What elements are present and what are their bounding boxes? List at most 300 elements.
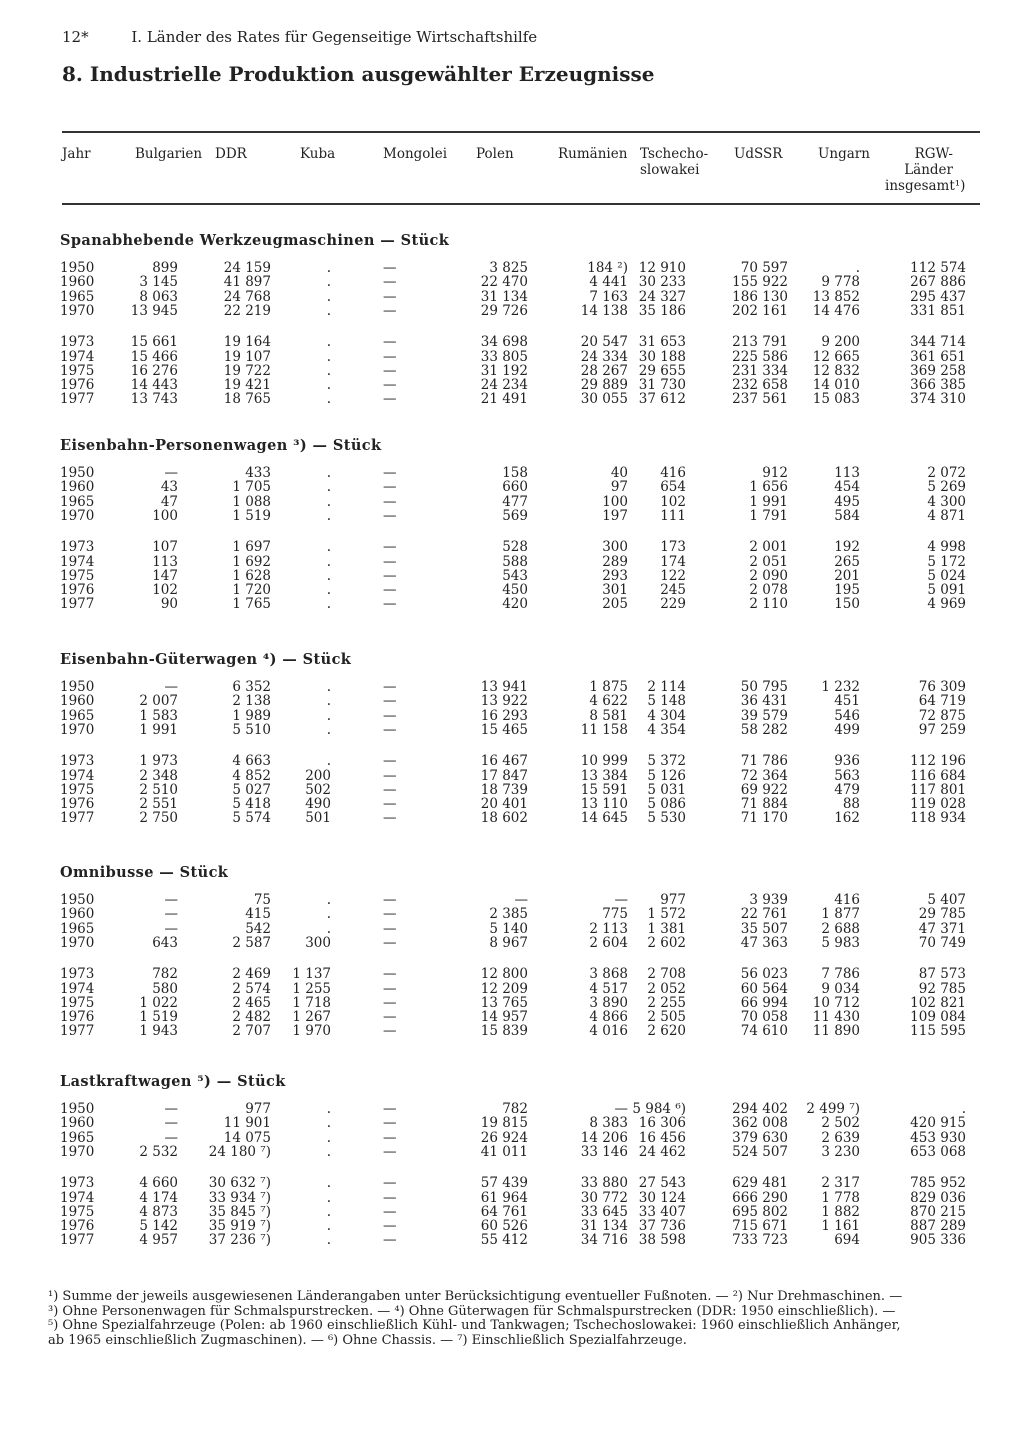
table-cell: 1960 xyxy=(60,1115,95,1132)
table-row xyxy=(0,709,1024,723)
table-cell: 5 510 xyxy=(232,721,271,738)
table-cell: — xyxy=(383,391,397,408)
table-cell: 695 802 xyxy=(732,1203,788,1220)
table-cell: 5 530 xyxy=(647,810,686,827)
table-cell: 112 574 xyxy=(910,260,966,276)
table-cell: 301 xyxy=(602,582,628,599)
table-cell: — xyxy=(383,810,397,827)
table-cell: 33 407 xyxy=(638,1203,686,1220)
table-cell: — xyxy=(164,920,178,937)
table-cell: 155 922 xyxy=(732,274,788,291)
table-cell: 2 113 xyxy=(589,920,628,937)
table-cell: 4 871 xyxy=(927,507,966,524)
table-cell: 92 785 xyxy=(918,980,966,997)
table-row xyxy=(0,1176,1024,1190)
table-cell: 5 418 xyxy=(232,796,271,813)
col-ungarn: Ungarn xyxy=(818,146,870,162)
table-cell: . xyxy=(326,465,331,481)
table-cell: 2 708 xyxy=(647,966,686,983)
table-cell: 300 xyxy=(602,539,628,556)
table-cell: 1 991 xyxy=(749,493,788,510)
table-cell: . xyxy=(326,553,331,570)
table-cell: 1975 xyxy=(60,362,95,379)
table-cell: 1973 xyxy=(60,1175,95,1192)
table-cell: 14 957 xyxy=(480,1009,528,1026)
table-cell: 31 134 xyxy=(580,1218,628,1235)
table-cell: 1 137 xyxy=(292,966,331,983)
footnote-line: ³) Ohne Personenwagen für Schmalspurstrecken. — ⁴) Ohne Güterwagen für Schmalspurstrecken (DDR: 1950 einschließlich). — xyxy=(48,1303,896,1319)
table-cell: 29 785 xyxy=(918,906,966,923)
table-cell: 362 008 xyxy=(732,1115,788,1132)
table-cell: 75 xyxy=(253,892,271,908)
table-cell: 416 xyxy=(834,892,860,908)
col-udssr: UdSSR xyxy=(734,146,783,162)
table-cell: . xyxy=(326,1232,331,1249)
table-cell: 1974 xyxy=(60,553,95,570)
table-cell: 7 163 xyxy=(589,288,628,305)
table-cell: 4 663 xyxy=(232,753,271,770)
table-cell: 19 164 xyxy=(223,334,271,351)
table-cell: . xyxy=(326,260,331,276)
table-cell: 420 915 xyxy=(910,1115,966,1132)
table-cell: 2 465 xyxy=(232,994,271,1011)
table-row xyxy=(0,907,1024,921)
table-cell: 9 778 xyxy=(821,274,860,291)
table-cell: 1 970 xyxy=(292,1023,331,1040)
table-row xyxy=(0,509,1024,523)
running-header xyxy=(62,28,537,46)
table-cell: 1965 xyxy=(60,707,95,724)
table-row xyxy=(0,967,1024,981)
table-cell: . xyxy=(326,679,331,695)
table-cell: 584 xyxy=(834,507,860,524)
table-cell: 502 xyxy=(305,781,331,798)
table-cell: 64 719 xyxy=(918,693,966,710)
table-cell: 8 967 xyxy=(489,934,528,951)
table-cell: 1970 xyxy=(60,1143,95,1160)
table-cell: 331 851 xyxy=(910,302,966,319)
table-cell: 4 354 xyxy=(647,721,686,738)
table-cell: 5 574 xyxy=(232,810,271,827)
table-cell: — xyxy=(383,1203,397,1220)
table-cell: 2 348 xyxy=(139,767,178,784)
table-cell: 71 170 xyxy=(740,810,788,827)
table-cell: — xyxy=(164,1115,178,1132)
table-cell: 1 991 xyxy=(139,721,178,738)
table-cell: 37 736 xyxy=(638,1218,686,1235)
table-row xyxy=(0,1205,1024,1219)
table-cell: 1 791 xyxy=(749,507,788,524)
table-row xyxy=(0,261,1024,275)
table-cell: 5 027 xyxy=(232,781,271,798)
table-cell: — xyxy=(383,274,397,291)
table-cell: 9 200 xyxy=(821,334,860,351)
table-cell: 30 632 ⁷) xyxy=(208,1175,271,1192)
table-cell: 66 994 xyxy=(740,994,788,1011)
table-cell: — xyxy=(383,479,397,496)
table-cell: 38 598 xyxy=(638,1232,686,1249)
table-cell: 1976 xyxy=(60,1009,95,1026)
table-cell: — xyxy=(164,892,178,908)
table-cell: 30 188 xyxy=(638,348,686,365)
table-cell: 289 xyxy=(602,553,628,570)
table-cell: 50 795 xyxy=(740,679,788,695)
table-cell: 201 xyxy=(834,567,860,584)
table-cell: 1 765 xyxy=(232,596,271,613)
table-cell: 41 897 xyxy=(223,274,271,291)
table-cell: 1 583 xyxy=(139,707,178,724)
table-cell: 4 517 xyxy=(589,980,628,997)
table-cell: 643 xyxy=(152,934,178,951)
table-cell: 35 186 xyxy=(638,302,686,319)
table-cell: 2 639 xyxy=(821,1129,860,1146)
table-cell: 107 xyxy=(152,539,178,556)
table-cell: 905 336 xyxy=(910,1232,966,1249)
table-cell: 24 234 xyxy=(480,377,528,394)
table-cell: 88 xyxy=(842,796,860,813)
table-cell: 213 791 xyxy=(732,334,788,351)
table-cell: . xyxy=(326,721,331,738)
table-cell: 19 421 xyxy=(223,377,271,394)
table-cell: 501 xyxy=(305,810,331,827)
table-cell: . xyxy=(326,288,331,305)
table-cell: 71 884 xyxy=(740,796,788,813)
table-cell: 39 579 xyxy=(740,707,788,724)
table-cell: 184 ²) xyxy=(587,260,628,276)
table-cell: 1960 xyxy=(60,693,95,710)
table-cell: 666 290 xyxy=(732,1189,788,1206)
table-row xyxy=(0,540,1024,554)
table-cell: 1 705 xyxy=(232,479,271,496)
table-cell: . xyxy=(326,1218,331,1235)
table-row xyxy=(0,597,1024,611)
table-cell: 18 765 xyxy=(223,391,271,408)
table-cell: . xyxy=(326,906,331,923)
table-cell: . xyxy=(326,1143,331,1160)
table-cell: 35 919 ⁷) xyxy=(208,1218,271,1235)
table-cell: 2 620 xyxy=(647,1023,686,1040)
page-number: 12* xyxy=(62,28,89,46)
table-cell: 35 507 xyxy=(740,920,788,937)
table-cell: 74 610 xyxy=(740,1023,788,1040)
table-cell: 8 581 xyxy=(589,707,628,724)
table-cell: 30 233 xyxy=(638,274,686,291)
header-bottom-rule xyxy=(62,203,980,205)
table-cell: 1970 xyxy=(60,507,95,524)
table-cell: 294 402 xyxy=(732,1101,788,1117)
table-cell: 1 697 xyxy=(232,539,271,556)
table-cell: 1973 xyxy=(60,753,95,770)
table-cell: 899 xyxy=(152,260,178,276)
table-cell: 2 707 xyxy=(232,1023,271,1040)
table-cell: 2 138 xyxy=(232,693,271,710)
table-row xyxy=(0,1102,1024,1116)
table-cell: . xyxy=(326,274,331,291)
table-cell: 361 651 xyxy=(910,348,966,365)
table-cell: 3 890 xyxy=(589,994,628,1011)
table-cell: . xyxy=(326,707,331,724)
table-cell: 2 510 xyxy=(139,781,178,798)
table-cell: 15 839 xyxy=(480,1023,528,1040)
table-cell: 112 196 xyxy=(910,753,966,770)
table-cell: 100 xyxy=(152,507,178,524)
table-cell: . xyxy=(326,1189,331,1206)
table-cell: 113 xyxy=(834,465,860,481)
table-cell: 1 161 xyxy=(821,1218,860,1235)
table-cell: 231 334 xyxy=(732,362,788,379)
table-cell: 19 107 xyxy=(223,348,271,365)
table-cell: 1 022 xyxy=(139,994,178,1011)
table-cell: 495 xyxy=(834,493,860,510)
table-cell: 14 476 xyxy=(812,302,860,319)
table-cell: 200 xyxy=(305,767,331,784)
table-cell: . xyxy=(326,1101,331,1117)
table-row xyxy=(0,694,1024,708)
table-cell: 1977 xyxy=(60,1232,95,1249)
table-cell: 70 749 xyxy=(918,934,966,951)
table-cell: 14 443 xyxy=(130,377,178,394)
table-row xyxy=(0,982,1024,996)
table-cell: 118 934 xyxy=(910,810,966,827)
table-cell: 1 255 xyxy=(292,980,331,997)
table-row xyxy=(0,922,1024,936)
table-cell: 31 730 xyxy=(638,377,686,394)
table-cell: 420 xyxy=(502,596,528,613)
table-cell: — xyxy=(383,892,397,908)
table-cell: — xyxy=(383,980,397,997)
table-cell: 174 xyxy=(660,553,686,570)
table-cell: 5 984 ⁶) xyxy=(632,1101,686,1117)
table-cell: 205 xyxy=(602,596,628,613)
table-cell: 1965 xyxy=(60,1129,95,1146)
table-cell: 1976 xyxy=(60,1218,95,1235)
table-cell: 102 821 xyxy=(910,994,966,1011)
table-cell: 499 xyxy=(834,721,860,738)
table-row xyxy=(0,1191,1024,1205)
table-cell: 40 xyxy=(610,465,628,481)
table-row xyxy=(0,392,1024,406)
table-cell: 715 671 xyxy=(732,1218,788,1235)
table-cell: 785 952 xyxy=(910,1175,966,1192)
table-cell: 379 630 xyxy=(732,1129,788,1146)
table-cell: 12 209 xyxy=(480,980,528,997)
table-cell: 295 437 xyxy=(910,288,966,305)
table-cell: 2 602 xyxy=(647,934,686,951)
table-cell: — xyxy=(164,1101,178,1117)
table-cell: 13 384 xyxy=(580,767,628,784)
table-cell: — xyxy=(383,679,397,695)
table-cell: 2 255 xyxy=(647,994,686,1011)
table-cell: . xyxy=(326,507,331,524)
table-cell: 16 276 xyxy=(130,362,178,379)
table-cell: 7 786 xyxy=(821,966,860,983)
table-cell: 1973 xyxy=(60,539,95,556)
table-cell: 12 910 xyxy=(638,260,686,276)
table-cell: 344 714 xyxy=(910,334,966,351)
table-cell: 20 401 xyxy=(480,796,528,813)
footnote-line: ¹) Summe der jeweils ausgewiesenen Länderangaben unter Berücksichtigung eventueller Fußnoten. — ²) Nur Drehmaschinen. — xyxy=(48,1289,903,1304)
table-cell: 1974 xyxy=(60,767,95,784)
table-cell: 1950 xyxy=(60,679,95,695)
table-cell: 4 957 xyxy=(139,1232,178,1249)
table-cell: 5 407 xyxy=(927,892,966,908)
table-cell: 2 750 xyxy=(139,810,178,827)
table-cell: — xyxy=(383,302,397,319)
table-cell: 453 930 xyxy=(910,1129,966,1146)
table-row xyxy=(0,936,1024,950)
table-cell: 1 720 xyxy=(232,582,271,599)
table-cell: 18 739 xyxy=(480,781,528,798)
table-cell: 543 xyxy=(502,567,528,584)
footnote-line: ⁵) Ohne Spezialfahrzeuge (Polen: ab 1960 einschließlich Kühl- und Tankwagen; Tschechoslowakei: 1960 einschließlich Anhänger, xyxy=(48,1318,901,1333)
table-cell: 653 068 xyxy=(910,1143,966,1160)
table-cell: 60 526 xyxy=(480,1218,528,1235)
table-cell: — xyxy=(383,767,397,784)
table-cell: — xyxy=(383,693,397,710)
col-rumaenien: Rumänien xyxy=(558,146,628,162)
table-cell: 451 xyxy=(834,693,860,710)
col-ddr: DDR xyxy=(215,146,247,162)
table-cell: 4 873 xyxy=(139,1203,178,1220)
table-cell: 629 481 xyxy=(732,1175,788,1192)
table-cell: 30 772 xyxy=(580,1189,628,1206)
table-row xyxy=(0,996,1024,1010)
table-cell: 192 xyxy=(834,539,860,556)
table-cell: 5 091 xyxy=(927,582,966,599)
table-cell: 524 507 xyxy=(732,1143,788,1160)
table-cell: 33 146 xyxy=(580,1143,628,1160)
col-bulgarien: Bulgarien xyxy=(135,146,203,162)
table-cell: 2 551 xyxy=(139,796,178,813)
table-cell: — xyxy=(383,994,397,1011)
table-row xyxy=(0,480,1024,494)
col-polen: Polen xyxy=(476,146,514,162)
table-cell: . xyxy=(326,582,331,599)
table-cell: — xyxy=(383,334,397,351)
table-cell: 1974 xyxy=(60,348,95,365)
table-cell: 1973 xyxy=(60,334,95,351)
table-cell: 64 761 xyxy=(480,1203,528,1220)
table-cell: 782 xyxy=(502,1101,528,1117)
table-cell: 35 845 ⁷) xyxy=(208,1203,271,1220)
table-cell: — xyxy=(383,465,397,481)
table-cell: 870 215 xyxy=(910,1203,966,1220)
table-cell: 31 134 xyxy=(480,288,528,305)
table-cell: — xyxy=(383,753,397,770)
table-cell: 1976 xyxy=(60,796,95,813)
section-title: Eisenbahn-Personenwagen ³) — Stück xyxy=(60,437,382,454)
table-cell: 9 034 xyxy=(821,980,860,997)
table-cell: 119 028 xyxy=(910,796,966,813)
table-cell: 102 xyxy=(152,582,178,599)
table-cell: 72 364 xyxy=(740,767,788,784)
table-cell: 13 743 xyxy=(130,391,178,408)
table-cell: 2 110 xyxy=(749,596,788,613)
table-cell: — xyxy=(383,582,397,599)
table-cell: 232 658 xyxy=(732,377,788,394)
table-cell: — xyxy=(514,892,528,908)
table-cell: 450 xyxy=(502,582,528,599)
table-cell: 2 532 xyxy=(139,1143,178,1160)
table-cell: 300 xyxy=(305,934,331,951)
table-cell: 1950 xyxy=(60,892,95,908)
table-cell: 71 786 xyxy=(740,753,788,770)
table-cell: 18 602 xyxy=(480,810,528,827)
table-cell: 374 310 xyxy=(910,391,966,408)
table-cell: 24 159 xyxy=(223,260,271,276)
table-cell: 28 267 xyxy=(580,362,628,379)
table-row xyxy=(0,583,1024,597)
table-cell: 1 519 xyxy=(232,507,271,524)
table-cell: 14 206 xyxy=(580,1129,628,1146)
table-cell: 4 969 xyxy=(927,596,966,613)
table-cell: 14 010 xyxy=(812,377,860,394)
table-cell: 2 385 xyxy=(489,906,528,923)
table-cell: 5 086 xyxy=(647,796,686,813)
table-cell: — xyxy=(383,1023,397,1040)
table-cell: 1 381 xyxy=(647,920,686,937)
table-cell: 1 778 xyxy=(821,1189,860,1206)
table-row xyxy=(0,1024,1024,1038)
table-cell: 1 572 xyxy=(647,906,686,923)
table-cell: 2 505 xyxy=(647,1009,686,1026)
table-cell: — xyxy=(383,1175,397,1192)
table-cell: . xyxy=(326,920,331,937)
table-cell: 87 573 xyxy=(918,966,966,983)
table-cell: 3 939 xyxy=(749,892,788,908)
table-cell: 588 xyxy=(502,553,528,570)
table-cell: 366 385 xyxy=(910,377,966,394)
col-jahr: Jahr xyxy=(62,146,91,162)
table-cell: 24 327 xyxy=(638,288,686,305)
table-cell: 195 xyxy=(834,582,860,599)
table-cell: 1 232 xyxy=(821,679,860,695)
table-cell: 1 267 xyxy=(292,1009,331,1026)
table-cell: 56 023 xyxy=(740,966,788,983)
table-cell: 1970 xyxy=(60,302,95,319)
table-cell: 1977 xyxy=(60,1023,95,1040)
table-cell: 13 110 xyxy=(580,796,628,813)
table-cell: 16 293 xyxy=(480,707,528,724)
table-cell: 1 875 xyxy=(589,679,628,695)
table-cell: 1975 xyxy=(60,567,95,584)
table-cell: . xyxy=(326,567,331,584)
table-cell: . xyxy=(326,753,331,770)
table-cell: 542 xyxy=(245,920,271,937)
table-cell: 26 924 xyxy=(480,1129,528,1146)
table-cell: 33 934 ⁷) xyxy=(208,1189,271,1206)
table-cell: . xyxy=(326,1129,331,1146)
table-cell: 47 371 xyxy=(918,920,966,937)
table-cell: 4 622 xyxy=(589,693,628,710)
table-cell: 2 007 xyxy=(139,693,178,710)
table-cell: . xyxy=(326,493,331,510)
table-cell: 936 xyxy=(834,753,860,770)
table-cell: 4 304 xyxy=(647,707,686,724)
table-cell: 1974 xyxy=(60,1189,95,1206)
table-cell: 24 462 xyxy=(638,1143,686,1160)
table-cell: 2 574 xyxy=(232,980,271,997)
table-cell: 229 xyxy=(660,596,686,613)
table-cell: 58 282 xyxy=(740,721,788,738)
table-cell: . xyxy=(326,377,331,394)
table-cell: 490 xyxy=(305,796,331,813)
table-cell: 76 309 xyxy=(918,679,966,695)
table-cell: 102 xyxy=(660,493,686,510)
table-cell: 2 001 xyxy=(749,539,788,556)
table-cell: — xyxy=(383,1009,397,1026)
table-cell: 369 258 xyxy=(910,362,966,379)
